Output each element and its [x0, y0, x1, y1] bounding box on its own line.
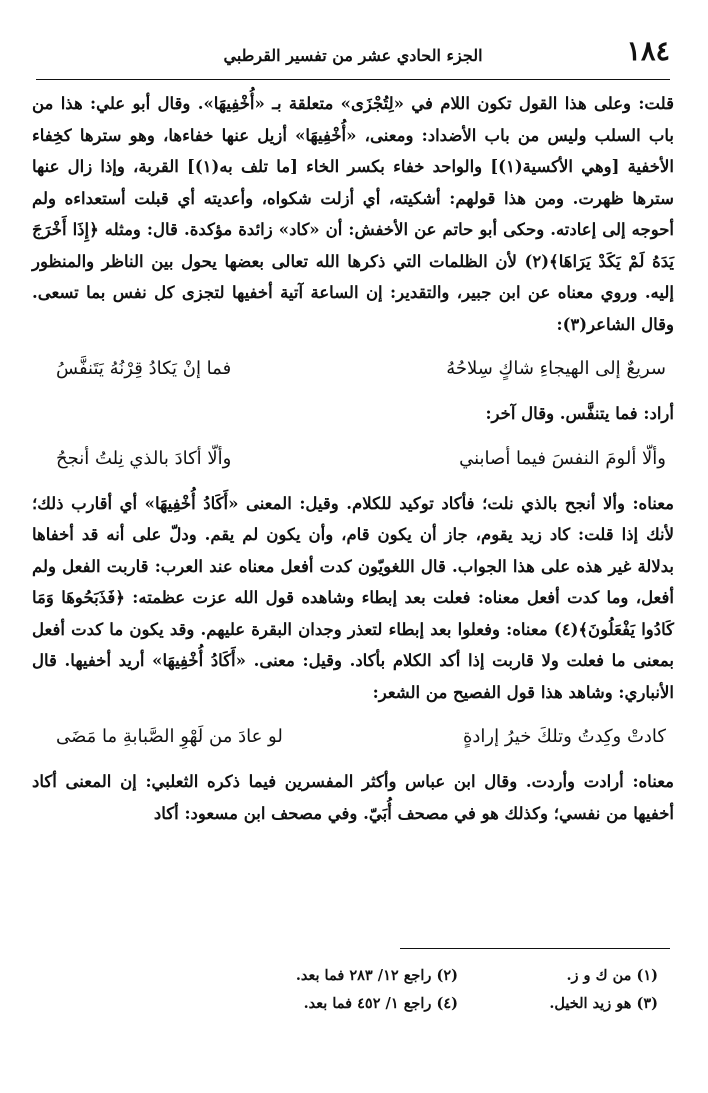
paragraph-2: أراد: فما يتنفَّس. وقال آخر:: [485, 404, 674, 423]
footnote-4: (٤) راجع ١/ ٤٥٢ فما بعد.: [303, 995, 458, 1012]
footnote-3: (٣) هو زيد الخيل.: [549, 995, 658, 1012]
verse-1-first-hemistich: سريعٌ إلى الهيجاءِ شاكٍ سِلاحُهُ: [446, 358, 666, 379]
poetry-verse-1: [56, 349, 666, 389]
footnote-row-2: [138, 990, 658, 1018]
footnote-row-1: [138, 962, 658, 990]
verse-3-first-hemistich: كادتْ وكِدتُ وتلكَ خيرُ إرادةٍ: [462, 726, 666, 747]
page-number: ١٨٤: [626, 36, 670, 67]
paragraph-4: معناه: أرادت وأردت. وقال ابن عباس وأكثر المفسرين فيما ذكره الثعلبي: إن المعنى أكاد أخفيها من نفسي؛ وكذلك هو في مصحف أُبَيّ. وفي مصحف ابن مسعود: أكاد: [32, 772, 674, 823]
footnote-2: (٢) راجع ١٢/ ٢٨٣ فما بعد.: [295, 967, 458, 984]
paragraph-1: قلت: وعلى هذا القول تكون اللام في «لِتُجْزَى» متعلقة بـ «أُخْفِيهَا». وقال أبو علي: هذا من باب السلب وليس من باب الأضداد: ومعنى، «أُخْفِيهَا» أزيل عنها خفاءها، وهو سترها كخِفاء الأخفية [وهي الأكسية(١)] والواحد خفاء بكسر الخاء [ما تلف به(١)] القربة، وإذا زال عنها سترها ظهرت. ومن هذا قولهم: أشكيته، أي أزلت شكواه، وأعديته أي قبلت أستعداءه ولم أحوجه إلى إعادته. وحكى أبو حاتم عن الأخفش: أن «كاد» زائدة مؤكدة. قال: ومثله ﴿إِذَا أَخْرَجَ يَدَهُ لَمْ يَكَدْ يَرَاهَا﴾(٢) لأن الظلمات التي ذكرها الله تعالى بعضها يحول بين الناظر والمنظور إليه. وروي معناه عن ابن جبير، والتقدير: إن الساعة آتية أخفيها لتجزى كل نفس بما تسعى. وقال الشاعر(٣):: [32, 94, 674, 334]
poetry-verse-3: [56, 717, 666, 757]
verse-2-first-hemistich: وألّا ألومَ النفسَ فيما أصابني: [459, 447, 666, 469]
footnotes: [138, 962, 658, 1018]
verse-3-second-hemistich: لو عادَ من لَهْوِ الصَّبابةِ ما مَضَى: [56, 726, 283, 747]
header-divider: [36, 79, 670, 80]
paragraph-3: معناه: وألا أنجح بالذي نلت؛ فأكاد توكيد للكلام. وقيل: المعنى «أَكَادُ أُخْفِيهَا» أي أقارب ذلك؛ لأنك إذا قلت: كاد زيد يقوم، جاز أن يكون قام، وأن يكون لم يقم. ودلّ على أنه قد أخفاها بدلالة غير هذه على هذا الجواب. قال اللغويّون كدت أفعل معناه عند العرب: قاربت الفعل ولم أفعل، وما كدت أفعل معناه: فعلت بعد إبطاء وشاهده قول الله عزت عظمته: ﴿فَذَبَحُوهَا وَمَا كَادُوا يَفْعَلُونَ﴾(٤) معناه: وفعلوا بعد إبطاء لتعذر وجدان البقرة عليهم. وقد يكون ما كدت أفعل بمعنى ما فعلت ولا قاربت إذا أكد الكلام بأكاد. وقيل: معنى. «أَكَادُ أُخْفِيهَا» أريد أخفيها. قال الأنباري: وشاهد هذا قول الفصيح من الشعر:: [32, 493, 674, 702]
poetry-verse-2: [56, 439, 666, 479]
footnote-divider: [400, 948, 670, 949]
verse-1-second-hemistich: فما إنْ يَكادُ قِرْنُهُ يَتَنفَّسُ: [56, 358, 232, 379]
running-title: الجزء الحادي عشر من تفسير القرطبي: [223, 45, 483, 65]
page-header: [36, 38, 670, 72]
verse-2-second-hemistich: وألّا أكادَ بالذي نِلتُ أنجحُ: [56, 447, 232, 469]
footnote-1: (١) من ك و ز.: [566, 967, 658, 984]
main-text: [32, 88, 674, 829]
